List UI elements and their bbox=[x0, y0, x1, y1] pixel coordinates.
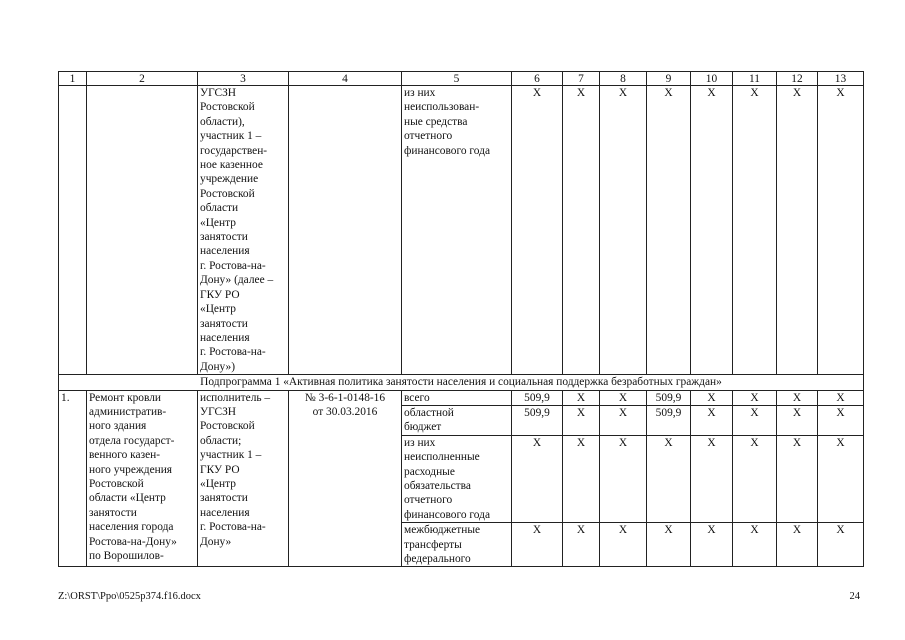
value-cell: Х bbox=[733, 405, 777, 435]
value-cell: Х bbox=[818, 86, 864, 375]
value-cell: 509,9 bbox=[647, 390, 691, 405]
funding-source-cell: всего bbox=[402, 390, 512, 405]
value-cell: Х bbox=[691, 405, 733, 435]
table-row bbox=[59, 86, 864, 375]
value-cell: Х bbox=[818, 435, 864, 522]
table-row bbox=[59, 390, 864, 405]
report-table bbox=[58, 71, 864, 567]
value-cell: Х bbox=[563, 390, 600, 405]
column-number-row bbox=[59, 72, 864, 86]
column-number: 12 bbox=[777, 72, 818, 86]
section-title-row bbox=[59, 375, 864, 390]
value-cell: Х bbox=[600, 86, 647, 375]
cell bbox=[289, 86, 402, 375]
value-cell: Х bbox=[777, 86, 818, 375]
responsible-cell: исполнитель – УГСЗН Ростовской области; участник 1 – ГКУ РО «Центр занятости населения г. Ростова-на- Дону» bbox=[198, 390, 289, 567]
page-number: 24 bbox=[849, 591, 860, 602]
column-number: 4 bbox=[289, 72, 402, 86]
value-cell: Х bbox=[647, 523, 691, 567]
responsible-cell: УГСЗН Ростовской области), участник 1 – государствен- ное казенное учреждение Ростовской области «Центр занятости населения г. Ростова-на- Дону» (далее – ГКУ РО «Центр занятости населения г. Ростова-на- Дону») bbox=[198, 86, 289, 375]
value-cell: Х bbox=[647, 435, 691, 522]
contract-cell: № 3-6-1-0148-16 от 30.03.2016 bbox=[289, 390, 402, 567]
value-cell: Х bbox=[818, 390, 864, 405]
value-cell: Х bbox=[563, 435, 600, 522]
value-cell: Х bbox=[563, 405, 600, 435]
value-cell: Х bbox=[512, 435, 563, 522]
event-name-cell: Ремонт кровли административ- ного здания отдела государст- венного казен- ного учреждения Ростовской области «Центр занятости населения города Ростова-на-Дону» по Ворошилов- bbox=[87, 390, 198, 567]
funding-source-cell: из них неисполненные расходные обязательства отчетного финансового года bbox=[402, 435, 512, 522]
file-path: Z:\ORST\Ppo\0525p374.f16.docx bbox=[58, 591, 201, 602]
section-title: Подпрограмма 1 «Активная политика занятости населения и социальная поддержка безработных граждан» bbox=[59, 375, 864, 390]
value-cell: Х bbox=[512, 86, 563, 375]
value-cell: Х bbox=[733, 86, 777, 375]
column-number: 8 bbox=[600, 72, 647, 86]
value-cell: 509,9 bbox=[512, 405, 563, 435]
value-cell: Х bbox=[563, 86, 600, 375]
column-number: 7 bbox=[563, 72, 600, 86]
column-number: 6 bbox=[512, 72, 563, 86]
column-number: 9 bbox=[647, 72, 691, 86]
column-number: 11 bbox=[733, 72, 777, 86]
funding-source-cell: межбюджетные трансферты федерального bbox=[402, 523, 512, 567]
column-number: 5 bbox=[402, 72, 512, 86]
cell bbox=[87, 86, 198, 375]
value-cell: Х bbox=[600, 523, 647, 567]
value-cell: Х bbox=[600, 390, 647, 405]
value-cell: Х bbox=[647, 86, 691, 375]
value-cell: Х bbox=[733, 435, 777, 522]
value-cell: Х bbox=[691, 390, 733, 405]
value-cell: Х bbox=[512, 523, 563, 567]
value-cell: Х bbox=[691, 435, 733, 522]
column-number: 10 bbox=[691, 72, 733, 86]
value-cell: Х bbox=[733, 390, 777, 405]
cell bbox=[59, 86, 87, 375]
value-cell: Х bbox=[600, 435, 647, 522]
column-number: 13 bbox=[818, 72, 864, 86]
column-number: 3 bbox=[198, 72, 289, 86]
value-cell: Х bbox=[563, 523, 600, 567]
funding-source-cell: областной бюджет bbox=[402, 405, 512, 435]
value-cell: Х bbox=[691, 523, 733, 567]
value-cell: Х bbox=[777, 435, 818, 522]
funding-source-cell: из них неиспользован- ные средства отчетного финансового года bbox=[402, 86, 512, 375]
value-cell: Х bbox=[691, 86, 733, 375]
value-cell: Х bbox=[777, 405, 818, 435]
value-cell: 509,9 bbox=[512, 390, 563, 405]
value-cell: Х bbox=[818, 523, 864, 567]
value-cell: Х bbox=[600, 405, 647, 435]
value-cell: 509,9 bbox=[647, 405, 691, 435]
column-number: 1 bbox=[59, 72, 87, 86]
column-number: 2 bbox=[87, 72, 198, 86]
value-cell: Х bbox=[777, 390, 818, 405]
value-cell: Х bbox=[777, 523, 818, 567]
value-cell: Х bbox=[818, 405, 864, 435]
row-number: 1. bbox=[59, 390, 87, 567]
value-cell: Х bbox=[733, 523, 777, 567]
